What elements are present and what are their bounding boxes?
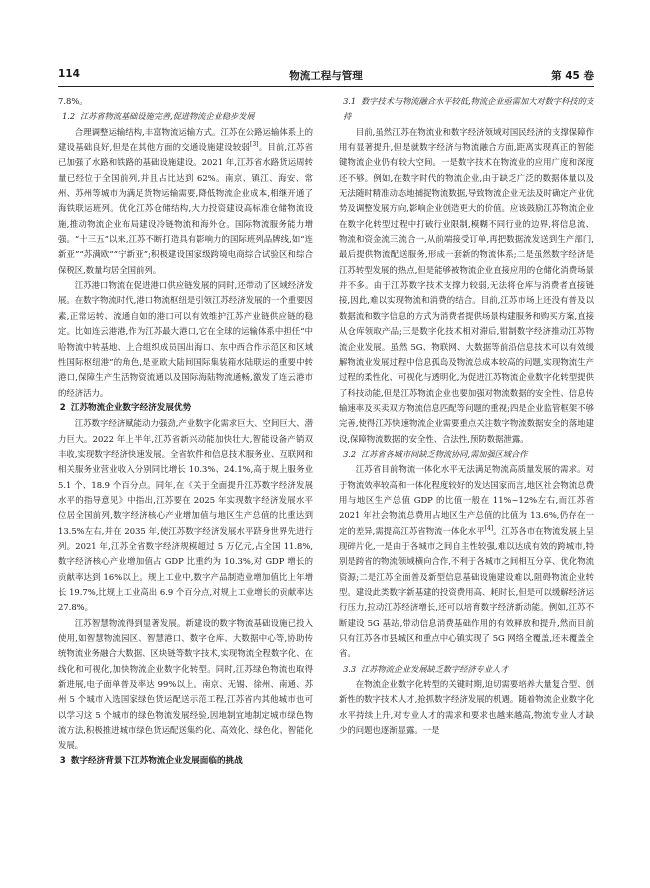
header-rule (58, 86, 594, 87)
running-header (58, 66, 594, 84)
subsection-heading (58, 109, 313, 124)
paragraph: 在物流企业数字化转型的关键时期,迫切需要培养大量复合型、创新性的数字技术人才,抢抓数字经济发展的机遇。随着物流企业数字化水平持续上升,对专业人才的需求和要求也越来越高,物流专业人才缺少的问题也逐渐显露。一是 (339, 679, 594, 736)
heading-text: 江苏物流企业数字经济发展优势 (70, 402, 192, 413)
heading-number: 3.2 (343, 448, 357, 459)
subsection-heading (339, 447, 594, 462)
page-number: 114 (58, 68, 80, 80)
citation-ref: [4] (484, 524, 494, 532)
volume-number: 第 45 卷 (551, 70, 594, 82)
paragraph: 合理调整运输结构,丰富物流运输方式。江苏在公路运输体系上的建设基础良好,但是在其他方面的交通设施建设较弱[3]。目前,江苏省已加强了水路和铁路的基础设施建设。2021 年,江苏省水路货运周转量已经位于全国前列,并且占比达到 62%。南京、镇江、海安、常州、苏州等城市为满足货物运输需要,降低物流企业成本,相继开通了海铁联运班列。优化江苏仓储结构,大力投资建设高标准仓储物流设施,推动物流企业布局建设冷链物流和海外仓。国际物流服务能力增强。“十三五”以来,江苏不断打造具有影响力的国际班列品牌线,如“连新亚”“苏满欧”“宁新亚”;积极建设国家级跨境电商综合试验区和综合保税区,数量均居全国前列。 (58, 126, 313, 275)
paragraph: 目前,虽然江苏在物流业和数字经济领域对国民经济的支撑保障作用有显著提升,但是就数字经济与物流融合方面,距离实现真正的智能键物流企业仍有较大空间。一是数字技术在物流业的应用广度和深度还不够。例如,在数字时代的物流企业,由于缺乏广泛的数据体量以及无法随时精准动态地捕捉物流数据,导致物流企业无法及时确定产业优势及调整发展方向,影响企业创造更大的价值。应该鼓励江苏物流企业在数字化转型过程中打破行业限制,模糊不同行业的边界,将信息流、物流和资金流三流合一,从前端接受订单,再把数据流发送到生产部门,最后提供物流配送服务,形成一套新的物流体系;二是虽然数字经济是江苏转型发展的热点,但是能够被物流企业直接应用的仓储化消费场景并不多。由于江苏数字技术支撑力较弱,无法将仓库与消费者直接链接,因此,难以实现物流和消费的结合。目前,江苏市场上还没有普及以数据流和数字信息的方式为消费者提供场景构建服务和购买方案,直接从仓库领取产品;三是数字化技术相对滞后,钳制数字经济推动江苏物流企业发展。虽然 5G、物联网、大数据等前沿信息技术可以有效缓解物流业发展过程中信息孤岛及物流总成本较高的问题,实现物流生产过程的柔性化、可视化与透明化,为促进江苏物流企业数字化转型提供了科技动能,但是江苏物流企业也要加强对物流数据的安全性、信息传输速率及买卖双方物流信息匹配等问题的重视;四是企业监管框架不够完善,使得江苏快速物流企业需要重点关注数字物流数据安全的落地建设,保障物流数据的安全性、合法性,预防数据泄露。 (339, 126, 594, 444)
heading-number: 3.1 (343, 96, 357, 106)
paragraph: 7.8%。 (58, 96, 88, 106)
section-heading (58, 401, 313, 416)
heading-number: 3 (59, 755, 66, 766)
paragraph: 江苏智慧物流得到显著发展。新建设的数字物流基础设施已投入使用,如智慧物流园区、智慧港口、数字仓库、大数据中心等,协助传统物流业务融合大数据、区块链等数字技术,实现物流全程数字化、在线化和可视化,加快物流企业数字化转型。同时,江苏绿色物流也取得新进展,电子面单普及率达 99%以上。南京、无锡、徐州、南通、苏州 5 个城市入选国家绿色货运配送示范工程,江苏省内其他城市也可以学习这 5 个城市的绿色物流发展经验,因地制宜地制定城市绿色物流方法,积极推进城市绿色货运配送集约化、高效化、绿色化、智能化发展。 (58, 617, 313, 751)
left-column (58, 94, 313, 864)
heading-number: 2 (59, 402, 66, 413)
heading-text: 江苏物流企业发展缺乏数字经济专业人才 (361, 663, 509, 674)
paragraph: 江苏省目前物流一体化水平无法满足物流高质量发展的需求。对于物流效率较高和一体化程度较好的发达国家而言,地区社会物流总费用与地区生产总值 GDP 的比值一般在 11%~12%左右,而江苏省 2021 年社会物流总费用占地区生产总值的比值为 13.6%,仍存在一定的差异,需提高江苏省物流一体化水平[4]。江苏各市在物流发展上呈现碎片化,一是由于各城市之间自主性较强,难以达成有效的跨城市,特别是跨省的物流领域横向合作,不利于各城市之间相互分享、优化物流资源;二是江苏全面普及新型信息基础设施建设难以,阻碍物流企业转型。建设此类数字新基建的投资费用高、耗时长,但是可以缓解经济运行压力,拉动江苏经济增长,还可以培育数字经济新动能。例如,江苏不断建设 5G 基站,带动信息消费基础作用的有效释放和提升,然而目前只有江苏各市县城区和重点中心镇实现了 5G 网络全覆盖,还未覆盖全省。 (339, 464, 594, 659)
heading-text: 数字技术与物流融合水平较低,物流企业亟需加大对数字科技的支持 (343, 96, 594, 122)
paragraph: 江苏数字经济赋能动力强劲,产业数字化需求巨大、空间巨大、潜力巨大。2022 年上半年,江苏省新兴动能加快壮大,智能设备产销双丰收,实现数字经济快速发展。全省软件和信息技术服务业、互联网和相关服务业营业收入分别同比增长 10.3%、24.1%,高于规上服务业 5.1 个、18.9 个百分点。同年,在《关于全面提升江苏数字经济发展水平的指导意见》中指出,江苏要在 2025 年实现数字经济发展水平位居全国前列,数字经济核心产业增加值与地区生产总值的比重达到 13.5%左右,并在 2035 年,使江苏数字经济发展水平跻身世界先进行列。2021 年,江苏全省数字经济规模超过 5 万亿元,占全国 11.8%,数字经济核心产业增加值占 GDP 比重约为 10.3%,对 GDP 增长的贡献率达到 16%以上。规上工业中,数字产品制造业增加值比上年增长 19.7%,比规上工业高出 6.9 个百分点,对规上工业增长的贡献率达 27.8%。 (58, 418, 313, 613)
journal-title: 物流工程与管理 (289, 70, 363, 82)
subsection-heading (339, 662, 594, 677)
heading-text: 江苏省物流基础设施完善,促进物流企业稳步发展 (80, 111, 255, 122)
heading-text: 数字经济背景下江苏物流企业发展面临的挑战 (70, 755, 243, 766)
heading-text: 江苏省各城市间缺乏物流协同,需加强区域合作 (361, 448, 528, 459)
paragraph: 江苏港口物流在促进港口供应链发展的同时,还带动了区域经济发展。在数字物流时代,港口物流枢纽是引领江苏经济发展的一个重要因素,正常运转、流通自如的港口可以有效维护江苏产业链供应链的稳定。比如连云港港,作为江苏最大港口,它在全球的运输体系中担任“中哈物流中转基地、上合组织成员国出海口、东中西合作示范区和区域性国际枢纽港”的角色,是亚欧大陆间国际集装箱水陆联运的重要中转港口,保障生产生活物资流通以及国际海陆物流通畅,激发了连云港市的经济活力。 (58, 280, 313, 398)
right-column (339, 94, 594, 864)
heading-number: 1.2 (62, 111, 76, 122)
heading-number: 3.3 (343, 663, 357, 674)
citation-ref: [3] (250, 141, 259, 149)
subsection-heading (339, 94, 594, 125)
section-heading (58, 754, 313, 769)
